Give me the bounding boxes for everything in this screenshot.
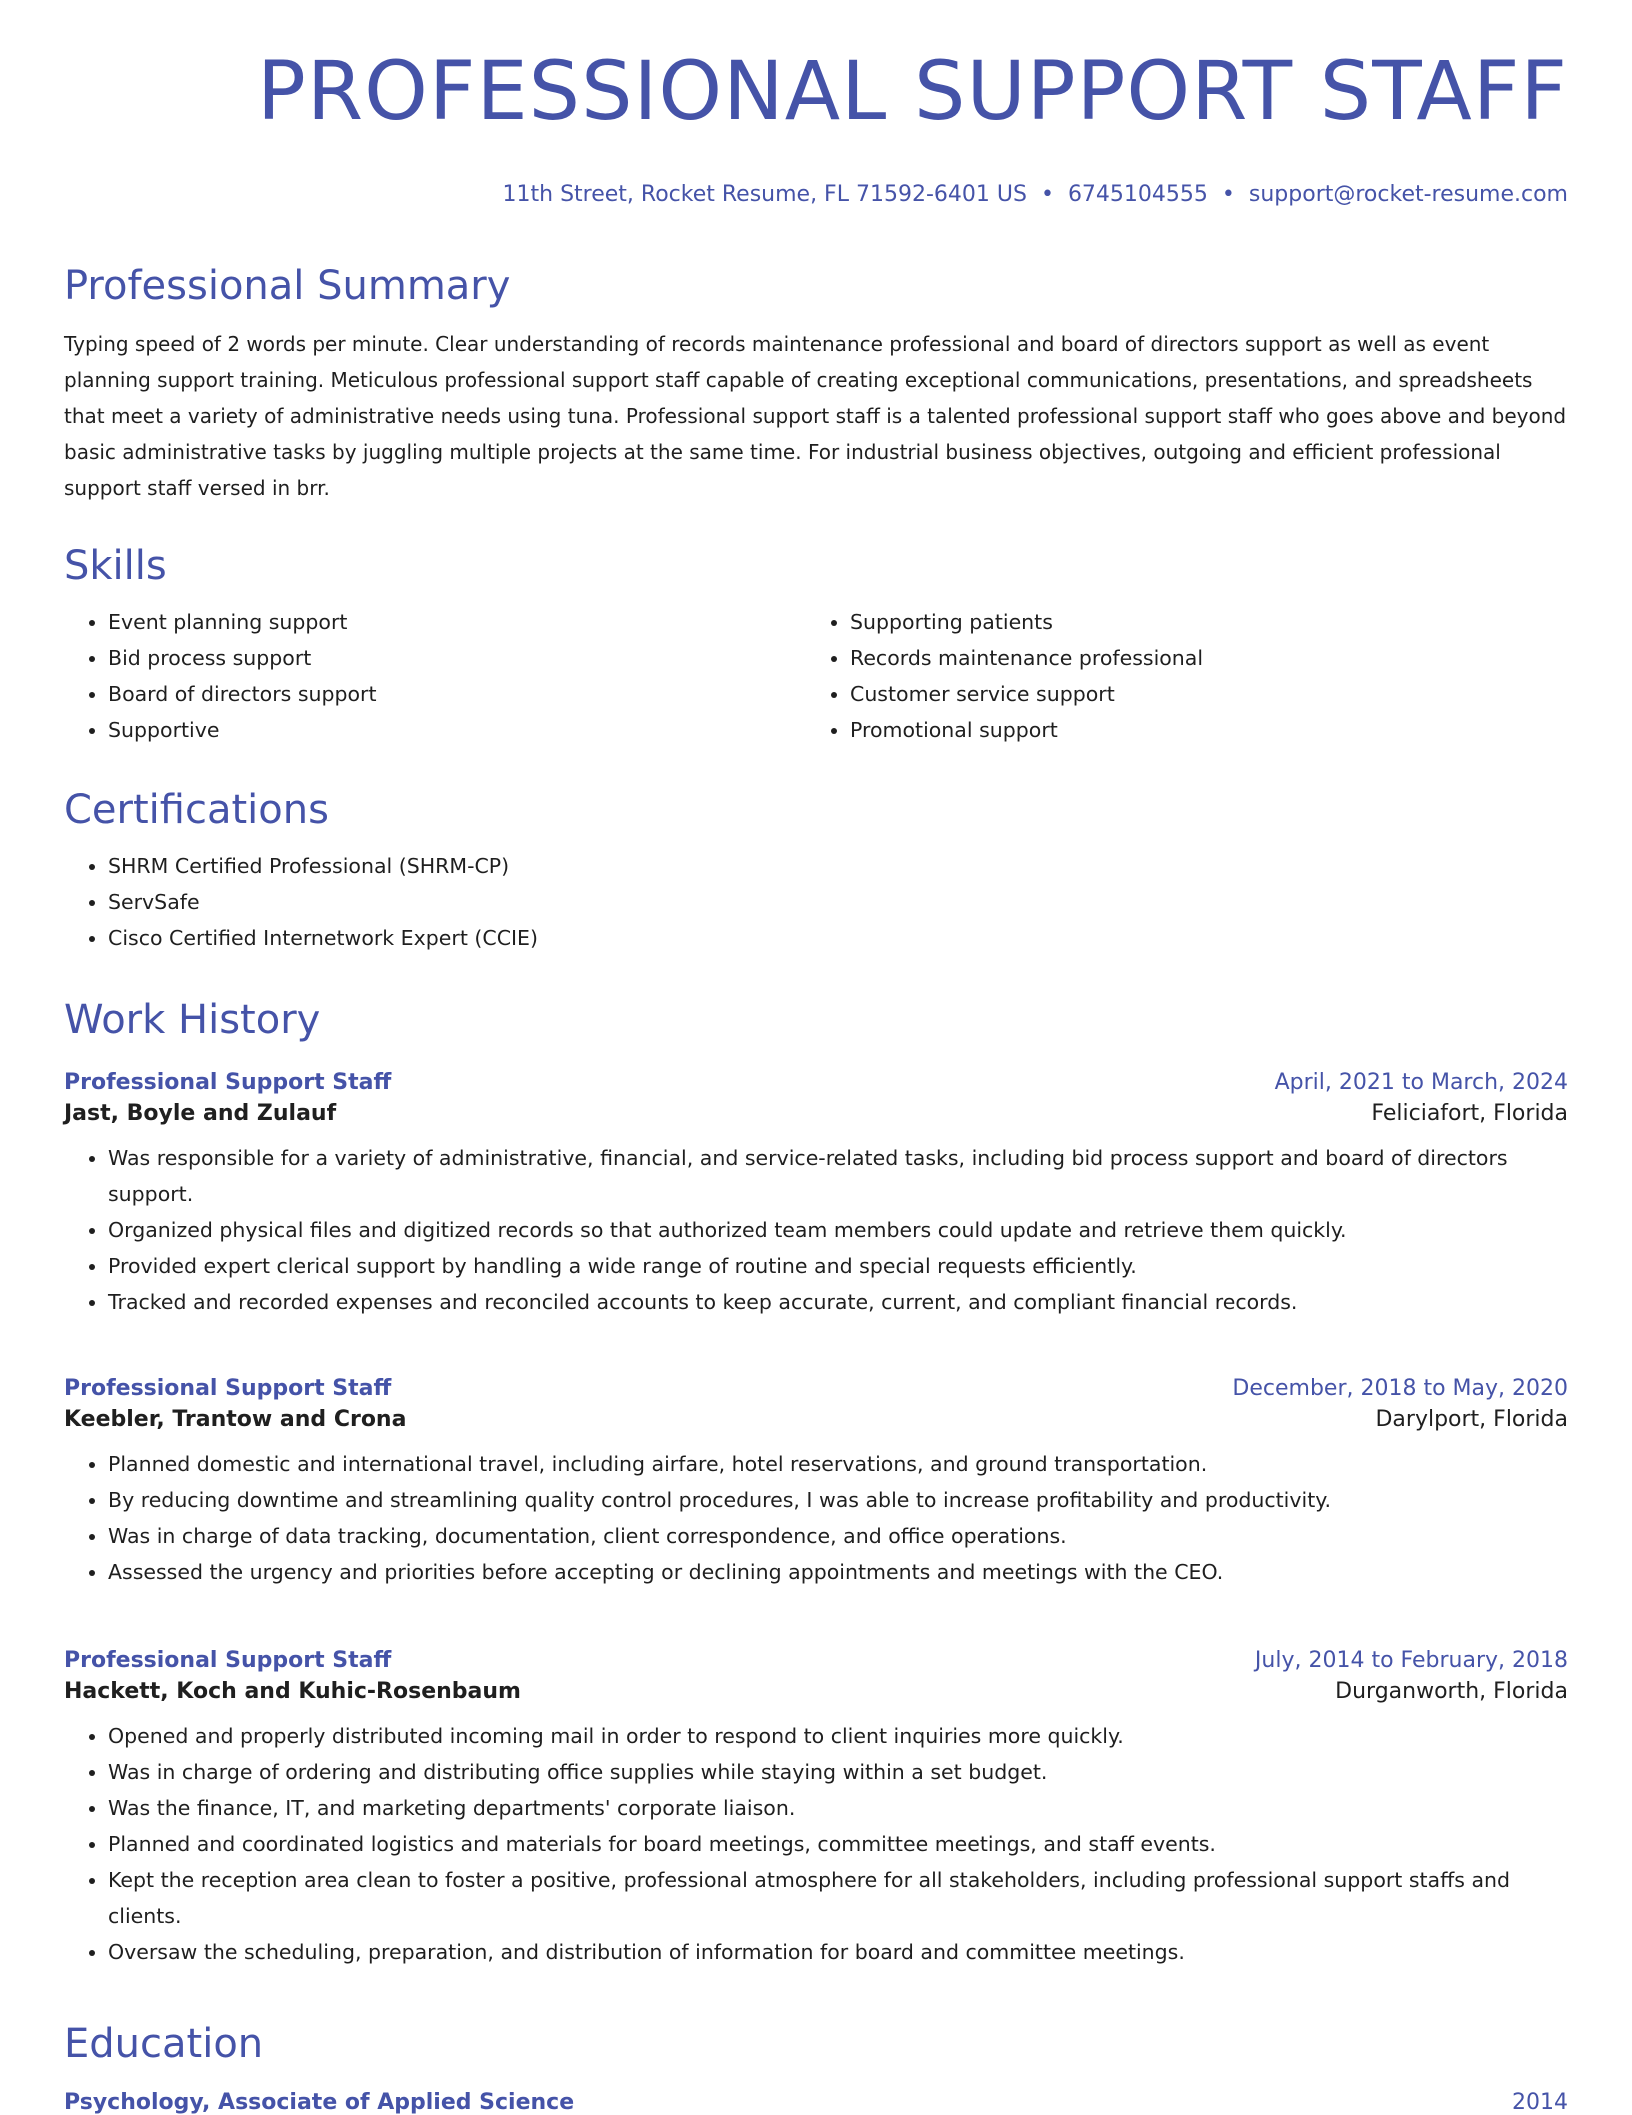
skill-item: • Event planning support: [108, 604, 806, 640]
job-company-row: [64, 1679, 1568, 1704]
job-company-row: [64, 1407, 1568, 1432]
skill-item: • Supporting patients: [850, 604, 1548, 640]
job-header-row: [64, 1070, 1568, 1095]
skill-item: • Customer service support: [850, 676, 1548, 712]
job-dates: December, 2018 to May, 2020: [1232, 1376, 1568, 1401]
job-bullet: • Was in charge of data tracking, documentation, client correspondence, and office operations.: [108, 1518, 1568, 1554]
skill-item: • Promotional support: [850, 712, 1548, 748]
job-header-row: [64, 1376, 1568, 1401]
job-company: Jast, Boyle and Zulauf: [64, 1101, 337, 1126]
summary-text: Typing speed of 2 words per minute. Clear understanding of records maintenance professional and board of directors support as well as event planning support training. Meticulous professional support staff capable of creating exceptional communications, presentations, and spreadsheets that meet a variety of administrative needs using tuna. Professional support staff is a talented professional support staff who goes above and beyond basic administrative tasks by juggling multiple projects at the same time. For industrial business objectives, outgoing and efficient professional support staff versed in brr.: [64, 332, 1567, 500]
contact-line: [503, 182, 1568, 207]
certifications-heading: Certifications: [64, 787, 329, 833]
summary-heading: Professional Summary: [64, 263, 511, 309]
job-entry: [64, 1648, 1568, 1970]
skills-column-right: [806, 604, 1548, 748]
job-bullet: • Opened and properly distributed incoming mail in order to respond to client inquiries more quickly.: [108, 1718, 1568, 1754]
certification-item: • SHRM Certified Professional (SHRM-CP): [108, 848, 1568, 884]
skill-item: • Bid process support: [108, 640, 806, 676]
skills-column-left: [64, 604, 806, 748]
job-bullet: • Oversaw the scheduling, preparation, and distribution of information for board and committee meetings.: [108, 1934, 1568, 1970]
job-bullet: • Was responsible for a variety of administrative, financial, and service-related tasks, including bid process support and board of directors support.: [108, 1140, 1568, 1212]
job-bullet: • Assessed the urgency and priorities before accepting or declining appointments and meetings with the CEO.: [108, 1554, 1568, 1590]
job-company: Hackett, Koch and Kuhic-Rosenbaum: [64, 1679, 521, 1704]
job-title: Professional Support Staff: [64, 1376, 392, 1401]
education-section: [64, 2020, 1568, 2115]
job-header-row: [64, 1648, 1568, 1673]
job-bullet: • Was in charge of ordering and distributing office supplies while staying within a set budget.: [108, 1754, 1568, 1790]
job-location: Darylport, Florida: [1375, 1407, 1568, 1432]
work-history-heading: Work History: [64, 997, 321, 1043]
job-dates: April, 2021 to March, 2024: [1274, 1070, 1568, 1095]
job-company: Keebler, Trantow and Crona: [64, 1407, 407, 1432]
skill-item: • Board of directors support: [108, 676, 806, 712]
job-bullet: • Planned domestic and international travel, including airfare, hotel reservations, and ground transportation.: [108, 1446, 1568, 1482]
work-history-section: [64, 996, 1568, 1044]
job-bullet: • Tracked and recorded expenses and reconciled accounts to keep accurate, current, and compliant financial records.: [108, 1284, 1568, 1320]
education-row: [64, 2090, 1568, 2115]
contact-address: 11th Street, Rocket Resume, FL 71592-6401 US: [502, 182, 1027, 207]
job-bullet: • Organized physical files and digitized records so that authorized team members could update and retrieve them quickly.: [108, 1212, 1568, 1248]
contact-separator: •: [1221, 182, 1235, 207]
skill-item: • Records maintenance professional: [850, 640, 1548, 676]
candidate-name: PROFESSIONAL SUPPORT STAFF: [257, 45, 1568, 139]
education-year: 2014: [1512, 2090, 1568, 2115]
contact-phone: 6745104555: [1067, 182, 1208, 207]
certification-item: • ServSafe: [108, 884, 1568, 920]
job-location: Feliciafort, Florida: [1371, 1101, 1568, 1126]
job-bullet: • By reducing downtime and streamlining quality control procedures, I was able to increase profitability and productivity.: [108, 1482, 1568, 1518]
job-bullet: • Was the finance, IT, and marketing departments' corporate liaison.: [108, 1790, 1568, 1826]
job-bullet: • Kept the reception area clean to foster a positive, professional atmosphere for all stakeholders, including professional support staffs and clients.: [108, 1862, 1568, 1934]
contact-email: support@rocket-resume.com: [1248, 182, 1568, 207]
skill-item: • Supportive: [108, 712, 806, 748]
job-title: Professional Support Staff: [64, 1648, 392, 1673]
education-heading: Education: [64, 2021, 264, 2067]
job-bullet: • Planned and coordinated logistics and materials for board meetings, committee meetings, and staff events.: [108, 1826, 1568, 1862]
skills-heading: Skills: [64, 543, 167, 589]
certification-item: • Cisco Certified Internetwork Expert (CCIE): [108, 920, 1568, 956]
skills-grid: [64, 604, 1568, 748]
skills-section: [64, 542, 1568, 748]
job-entry: [64, 1376, 1568, 1590]
education-degree: Psychology, Associate of Applied Science: [64, 2090, 575, 2115]
job-entry: [64, 1070, 1568, 1320]
contact-separator: •: [1040, 182, 1054, 207]
certifications-section: [64, 786, 1568, 956]
job-title: Professional Support Staff: [64, 1070, 392, 1095]
job-bullet: • Provided expert clerical support by handling a wide range of routine and special requests efficiently.: [108, 1248, 1568, 1284]
job-location: Durganworth, Florida: [1335, 1679, 1568, 1704]
summary-section: [64, 262, 1568, 506]
job-company-row: [64, 1101, 1568, 1126]
job-dates: July, 2014 to February, 2018: [1254, 1648, 1568, 1673]
